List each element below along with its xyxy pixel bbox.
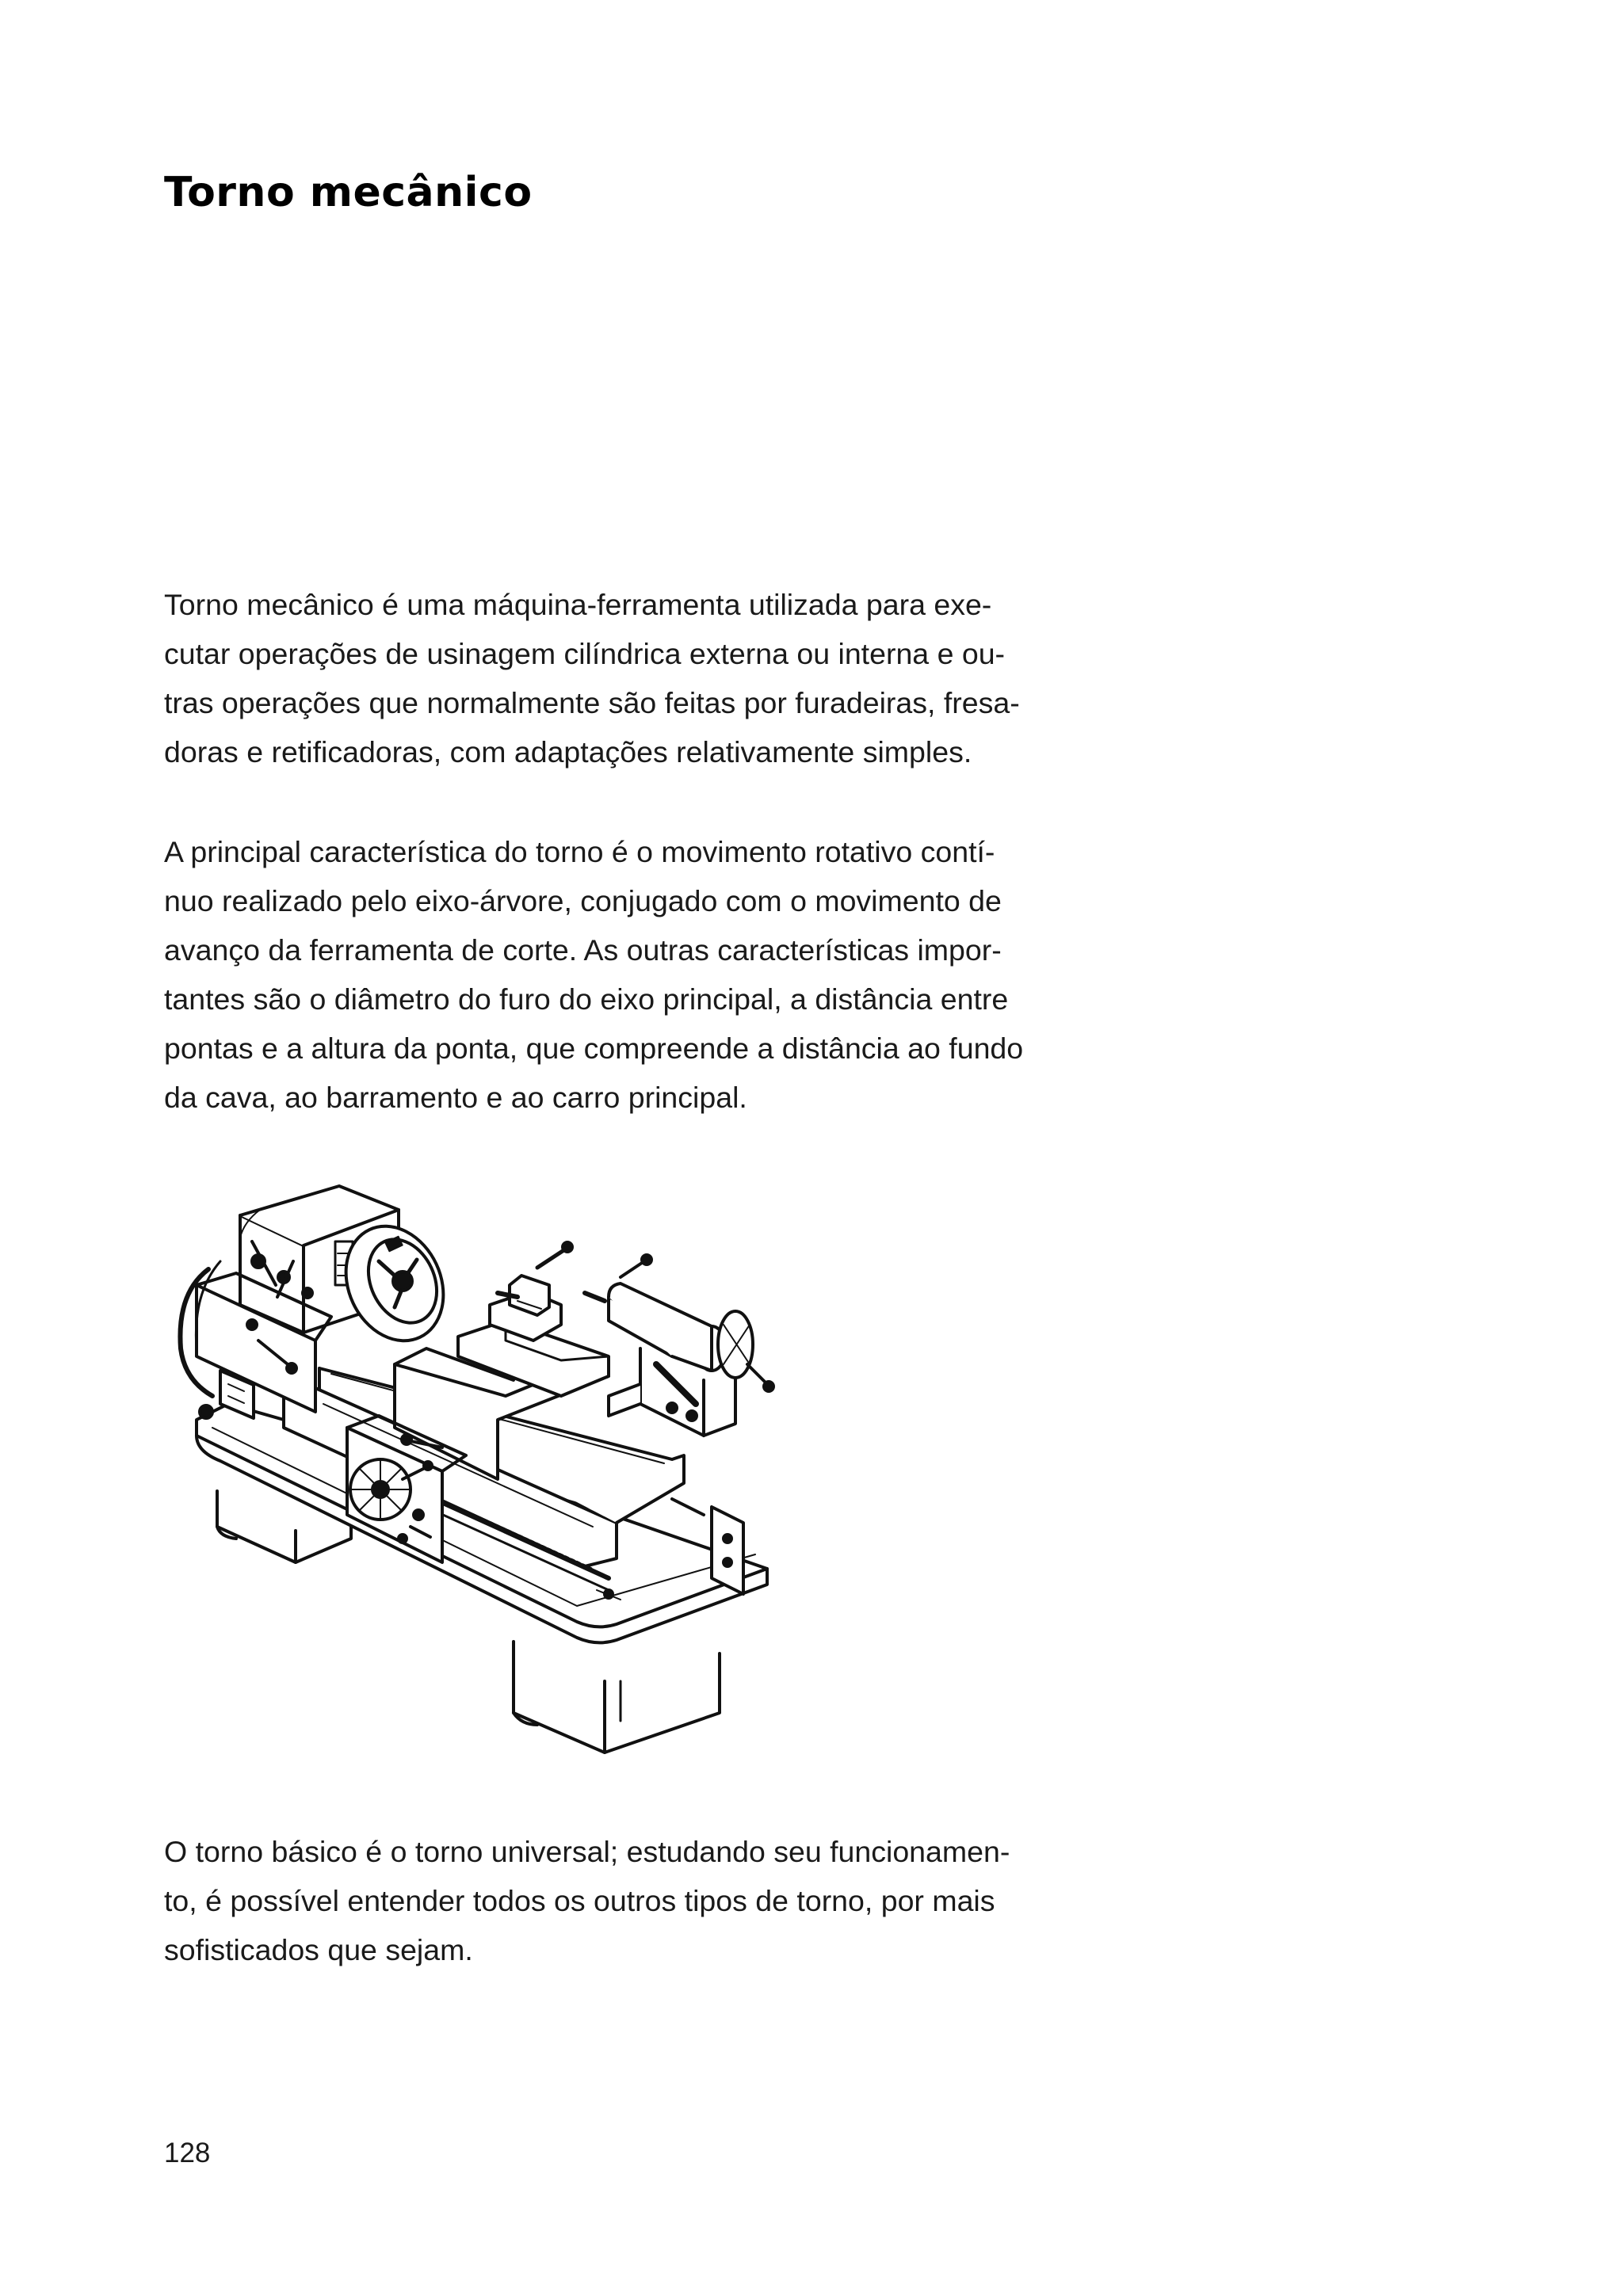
text-line: tras operações que normalmente são feitas por furadeiras, fresa- [164, 686, 1020, 719]
text-line: Torno mecânico é uma máquina-ferramenta utilizada para exe- [164, 588, 992, 621]
paragraph-characteristics [164, 827, 1067, 1122]
text-line: nuo realizado pelo eixo-árvore, conjugado com o movimento de [164, 884, 1002, 917]
text-line: cutar operações de usinagem cilíndrica externa ou interna e ou- [164, 637, 1006, 670]
text-line: tantes são o diâmetro do furo do eixo principal, a distância entre [164, 982, 1009, 1016]
page-title: Torno mecânico [164, 169, 533, 216]
text-line: avanço da ferramenta de corte. As outras características impor- [164, 933, 1002, 967]
tailstock [585, 1255, 773, 1436]
text-line: da cava, ao barramento e ao carro principal. [164, 1081, 747, 1114]
chuck [328, 1211, 462, 1357]
lathe-machine-illustration [165, 1166, 799, 1776]
text-line: to, é possível entender todos os outros tipos de torno, por mais [164, 1884, 995, 1917]
text-line: A principal característica do torno é o movimento rotativo contí- [164, 835, 995, 868]
text-line: pontas e a altura da ponta, que compreende a distância ao fundo [164, 1032, 1024, 1065]
text-line: O torno básico é o torno universal; estudando seu funcionamen- [164, 1835, 1010, 1868]
page-number: 128 [164, 2138, 211, 2168]
text-line: doras e retificadoras, com adaptações relativamente simples. [164, 735, 972, 769]
front-leg [514, 1642, 720, 1753]
text-line: sofisticados que sejam. [164, 1933, 473, 1966]
paragraph-universal-lathe [164, 1827, 1067, 1974]
paragraph-definition [164, 580, 1067, 776]
